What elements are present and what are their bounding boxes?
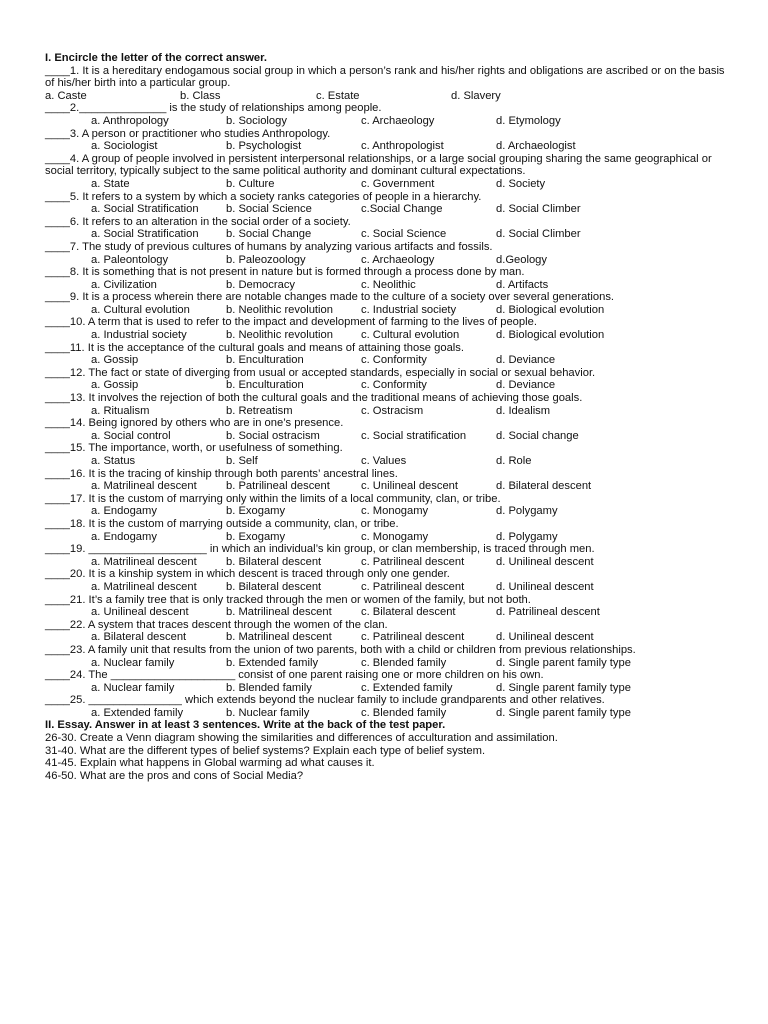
answer-options — [45, 405, 735, 418]
answer-options — [45, 379, 735, 392]
answer-options — [45, 480, 735, 493]
answer-options — [45, 631, 735, 644]
option-c: c. Archaeology — [361, 253, 435, 266]
option-c: c. Patrilineal descent — [361, 580, 465, 593]
answer-options — [45, 140, 735, 153]
question-text: ____3. A person or practitioner who studies Anthropology. — [45, 127, 331, 140]
option-a: a. Matrilineal descent — [91, 580, 197, 593]
option-a: a. Industrial society — [91, 329, 187, 342]
option-a: a. Gossip — [91, 379, 139, 392]
option-c: c. Monogamy — [361, 530, 429, 543]
question-item — [45, 644, 735, 669]
question-item — [45, 316, 735, 341]
option-a: a. Social Stratification — [91, 203, 199, 216]
option-b: b. Social ostracism — [226, 429, 320, 442]
option-d: d.Geology — [496, 253, 547, 266]
question-text: ____14. Being ignored by others who are in one’s presence. — [45, 417, 344, 430]
option-d: d. Etymology — [496, 114, 561, 127]
question-text: ____7. The study of previous cultures of humans by analyzing various artifacts and fossils. — [45, 240, 493, 253]
option-d: d. Society — [496, 177, 546, 190]
question-item — [45, 694, 735, 719]
question-item — [45, 128, 735, 153]
question-text: ____1. It is a hereditary endogamous social group in which a person’s rank and his/her rights and obligations are ascribed or on the basis of his/her birth into a particular group. — [45, 64, 725, 90]
question-item — [45, 102, 735, 127]
question-text: ____12. The fact or state of diverging from usual or accepted standards, especially in social or sexual behavior. — [45, 366, 596, 379]
answer-options — [45, 254, 735, 267]
question-item — [45, 216, 735, 241]
question-text: ____9. It is a process wherein there are notable changes made to the culture of a society over several generations. — [45, 291, 615, 304]
option-a: a. Extended family — [91, 706, 184, 719]
option-b: b. Enculturation — [226, 354, 304, 367]
option-d: d. Slavery — [451, 89, 501, 102]
option-c: c. Conformity — [361, 379, 427, 392]
option-a: a. Social control — [91, 429, 171, 442]
answer-options — [45, 707, 735, 720]
question-text: ____17. It is the custom of marrying only within the limits of a local community, clan, or tribe. — [45, 492, 501, 505]
answer-options — [45, 430, 735, 443]
answer-options — [45, 304, 735, 317]
option-d: d. Unilineal descent — [496, 631, 594, 644]
question-text: ____21. It’s a family tree that is only tracked through the men or women of the family, but not both. — [45, 593, 531, 606]
option-c: c. Archaeology — [361, 114, 435, 127]
option-d: d. Social change — [496, 429, 579, 442]
option-d: d. Role — [496, 455, 532, 467]
answer-options — [45, 581, 735, 594]
essay-item: 46-50. What are the pros and cons of Social Media? — [45, 769, 304, 782]
question-text: ____2.______________ is the study of relationships among people. — [45, 102, 382, 115]
question-text: ____5. It refers to a system by which a society ranks categories of people in a hierarchy. — [45, 190, 482, 203]
option-b: b. Culture — [226, 177, 275, 190]
question-item — [45, 266, 735, 291]
question-text: ____23. A family unit that results from the union of two parents, both with a child or children from previous relationships. — [45, 643, 636, 656]
option-b: b. Neolithic revolution — [226, 303, 333, 316]
option-a: a. Nuclear family — [91, 681, 175, 694]
question-item — [45, 594, 735, 619]
option-b: b. Democracy — [226, 278, 296, 291]
answer-options — [45, 531, 735, 544]
question-item — [45, 241, 735, 266]
question-item — [45, 417, 735, 442]
option-c: c. Cultural evolution — [361, 329, 460, 342]
question-text: ____22. A system that traces descent through the women of the clan. — [45, 618, 388, 631]
essay-item: 31-40. What are the different types of belief systems? Explain each type of belief system. — [45, 744, 486, 757]
option-a: a. Matrilineal descent — [91, 480, 197, 493]
question-text: ____13. It involves the rejection of both the cultural goals and the traditional means of achieving those goals. — [45, 392, 583, 405]
option-d: d. Single parent family type — [496, 706, 631, 719]
option-c: c. Social Science — [361, 228, 447, 241]
answer-options — [45, 203, 735, 216]
question-text: ____20. It is a kinship system in which descent is traced through only one gender. — [45, 568, 450, 581]
option-a: a. Sociologist — [91, 140, 158, 153]
option-d: d. Social Climber — [496, 228, 581, 241]
question-item — [45, 518, 735, 543]
option-c: c.Social Change — [361, 203, 443, 216]
option-d: d. Unilineal descent — [496, 555, 594, 568]
question-text: ____24. The ____________________ consist of one parent raising one or more children on his own. — [45, 669, 544, 682]
option-b: b. Exogamy — [226, 505, 286, 518]
option-d: d. Deviance — [496, 354, 556, 367]
option-c: c. Conformity — [361, 354, 427, 367]
option-d: d. Archaeologist — [496, 140, 576, 153]
answer-options — [45, 556, 735, 569]
question-item — [45, 65, 735, 103]
option-d: d. Polygamy — [496, 530, 558, 543]
question-text: ____11. It is the acceptance of the cultural goals and means of attaining those goals. — [45, 341, 464, 354]
option-a: a. State — [91, 177, 130, 190]
question-text: ____25. _______________ which extends beyond the nuclear family to include grandparents and other relatives. — [45, 694, 605, 707]
option-a: a. Social Stratification — [91, 228, 199, 241]
option-d: d. Biological evolution — [496, 303, 605, 316]
answer-options — [45, 178, 735, 191]
option-c: c. Patrilineal descent — [361, 631, 465, 644]
answer-options — [45, 90, 735, 103]
answer-options — [45, 682, 735, 695]
option-b: b. Social Change — [226, 228, 312, 241]
question-item — [45, 367, 735, 392]
option-d: d. Polygamy — [496, 505, 558, 518]
option-b: b. Bilateral descent — [226, 580, 322, 593]
option-d: d. Bilateral descent — [496, 480, 592, 493]
option-c: c. Blended family — [361, 706, 447, 719]
answer-options — [45, 354, 735, 367]
option-c: c. Unilineal descent — [361, 480, 459, 493]
question-item — [45, 468, 735, 493]
option-b: b. Bilateral descent — [226, 555, 322, 568]
option-c: c. Social stratification — [361, 429, 467, 442]
option-b: b. Extended family — [226, 656, 319, 669]
option-a: a. Matrilineal descent — [91, 555, 197, 568]
question-item — [45, 619, 735, 644]
option-c: c. Monogamy — [361, 505, 429, 518]
question-text: ____4. A group of people involved in persistent interpersonal relationships, or a large social grouping sharing the same geographical or social territory, typically subject to the same political authority and dominant cultural expectations. — [45, 152, 712, 178]
option-b: b. Nuclear family — [226, 706, 310, 719]
answer-options — [45, 329, 735, 342]
answer-options — [45, 228, 735, 241]
question-item — [45, 568, 735, 593]
option-a: a. Cultural evolution — [91, 303, 190, 316]
option-d: d. Social Climber — [496, 203, 581, 216]
option-a: a. Caste — [45, 89, 87, 102]
answer-options — [45, 115, 735, 128]
option-c: c. Neolithic — [361, 278, 416, 291]
answer-options — [45, 606, 735, 619]
question-item — [45, 342, 735, 367]
option-d: d. Unilineal descent — [496, 580, 594, 593]
option-b: b. Retreatism — [226, 404, 293, 417]
option-a: a. Paleontology — [91, 253, 169, 266]
question-text: ____10. A term that is used to refer to the impact and development of farming to the lives of people. — [45, 316, 537, 329]
question-item — [45, 669, 735, 694]
section-1-heading: I. Encircle the letter of the correct answer. — [45, 52, 267, 64]
question-item — [45, 191, 735, 216]
option-a: a. Gossip — [91, 354, 139, 367]
option-c: c. Values — [361, 455, 407, 467]
option-d: d. Single parent family type — [496, 656, 631, 669]
question-text: ____8. It is something that is not present in nature but is formed through a process done by man. — [45, 266, 525, 279]
option-b: b. Neolithic revolution — [226, 329, 333, 342]
option-a: a. Civilization — [91, 278, 157, 291]
option-d: d. Artifacts — [496, 278, 549, 291]
section-2-heading: II. Essay. Answer in at least 3 sentences. Write at the back of the test paper. — [45, 719, 446, 732]
essay-item: 26-30. Create a Venn diagram showing the similarities and differences of acculturation and assimilation. — [45, 732, 558, 745]
option-b: b. Patrilineal descent — [226, 480, 330, 493]
option-c: c. Patrilineal descent — [361, 555, 465, 568]
option-b: b. Psychologist — [226, 140, 302, 153]
option-b: b. Exogamy — [226, 530, 286, 543]
option-b: b. Paleozoology — [226, 253, 306, 266]
option-d: d. Biological evolution — [496, 329, 605, 342]
question-text: ____18. It is the custom of marrying outside a community, clan, or tribe. — [45, 517, 399, 530]
question-text: ____15. The importance, worth, or usefulness of something. — [45, 442, 343, 455]
question-item — [45, 442, 735, 467]
question-item — [45, 291, 735, 316]
option-b: b. Enculturation — [226, 379, 304, 392]
answer-options — [45, 279, 735, 292]
option-c: c. Blended family — [361, 656, 447, 669]
test-paper — [45, 52, 735, 782]
option-b: b. Self — [226, 455, 258, 467]
question-text: ____6. It refers to an alteration in the social order of a society. — [45, 215, 351, 228]
option-b: b. Matrilineal descent — [226, 631, 332, 644]
answer-options — [45, 657, 735, 670]
option-a: a. Endogamy — [91, 505, 157, 518]
option-b: b. Class — [180, 89, 221, 102]
question-item — [45, 543, 735, 568]
question-text: ____16. It is the tracing of kinship through both parents’ ancestral lines. — [45, 467, 398, 480]
question-item — [45, 153, 735, 191]
option-d: d. Deviance — [496, 379, 556, 392]
answer-options — [45, 455, 735, 468]
option-b: b. Social Science — [226, 203, 312, 216]
option-a: a. Nuclear family — [91, 656, 175, 669]
option-b: b. Matrilineal descent — [226, 606, 332, 619]
option-a: a. Bilateral descent — [91, 631, 187, 644]
question-text: ____19. ___________________ in which an individual’s kin group, or clan membership, is traced through men. — [45, 543, 595, 556]
option-c: c. Estate — [316, 89, 360, 102]
option-c: c. Ostracism — [361, 404, 424, 417]
option-b: b. Sociology — [226, 114, 287, 127]
answer-options — [45, 505, 735, 518]
option-a: a. Anthropology — [91, 114, 169, 127]
option-d: d. Patrilineal descent — [496, 606, 600, 619]
option-c: c. Government — [361, 177, 435, 190]
essay-item: 41-45. Explain what happens in Global warming ad what causes it. — [45, 757, 375, 770]
question-item — [45, 392, 735, 417]
option-c: c. Anthropologist — [361, 140, 444, 153]
option-c: c. Bilateral descent — [361, 606, 456, 619]
option-c: c. Industrial society — [361, 303, 457, 316]
option-a: a. Status — [91, 455, 136, 467]
option-b: b. Blended family — [226, 681, 312, 694]
option-a: a. Endogamy — [91, 530, 157, 543]
option-c: c. Extended family — [361, 681, 453, 694]
option-d: d. Single parent family type — [496, 681, 631, 694]
option-a: a. Ritualism — [91, 404, 150, 417]
question-item — [45, 493, 735, 518]
option-d: d. Idealism — [496, 404, 551, 417]
option-a: a. Unilineal descent — [91, 606, 189, 619]
